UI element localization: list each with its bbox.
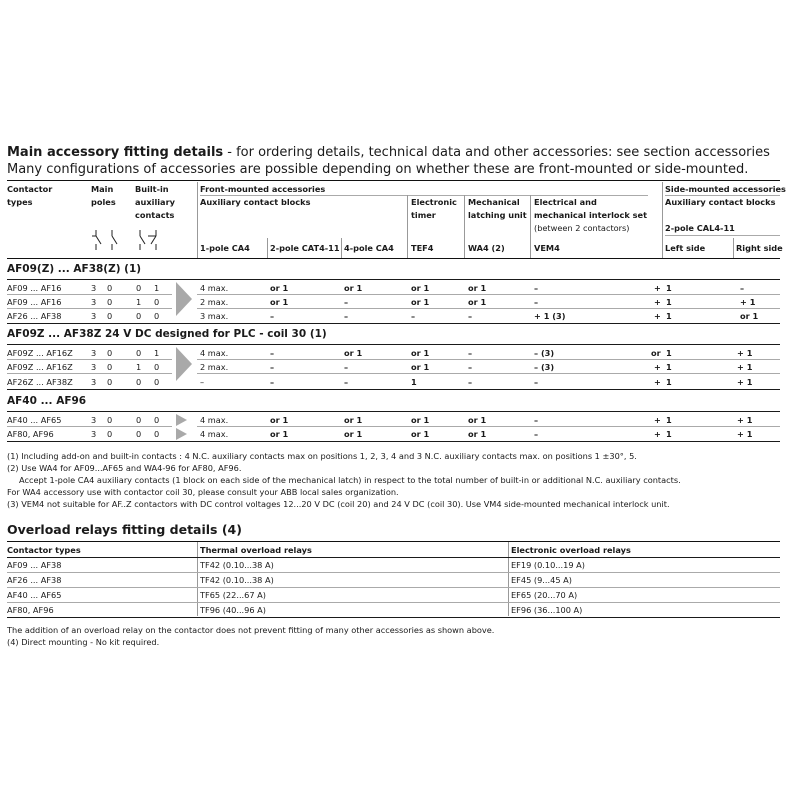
row-left-pre: + xyxy=(654,297,661,307)
row-4pole: – xyxy=(344,377,349,387)
row-right: or 1 xyxy=(740,311,759,321)
row-pole-b: 0 xyxy=(107,429,113,439)
row-aux-nc: 0 xyxy=(154,377,160,387)
col-tef: TEF4 xyxy=(411,243,434,253)
hdr-elec-and: Electrical and xyxy=(534,197,597,207)
row-type: AF09Z ... AF16Z xyxy=(7,348,73,358)
note: (3) VEM4 not suitable for AF..Z contactors with DC control voltages 12...20 V DC (coil 20) and 24 V DC (coil 30). Use VM4 side-mounted mechanical interlock unit. xyxy=(7,499,670,509)
row-pole-a: 3 xyxy=(91,362,97,372)
group-arrow-icon xyxy=(176,282,192,316)
hdr-side: Side-mounted accessories xyxy=(665,184,786,194)
hdr-aux-blocks: Auxiliary contact blocks xyxy=(200,197,311,207)
row-right: – xyxy=(740,283,745,293)
overload-hdr-rule xyxy=(7,557,780,558)
col-left: Left side xyxy=(665,243,706,253)
row-left-pre: or xyxy=(651,348,661,358)
row-aux-nc: 1 xyxy=(154,283,160,293)
overload-note: The addition of an overload relay on the contactor does not prevent fitting of many other accessories as shown above. xyxy=(7,625,495,635)
page-title xyxy=(7,145,770,160)
row-pole-b: 0 xyxy=(107,297,113,307)
row-aux-nc: 0 xyxy=(154,297,160,307)
row-aux-no: 1 xyxy=(136,297,142,307)
hdr-divider xyxy=(530,195,531,258)
row-rule xyxy=(7,587,780,588)
row-2pole: or 1 xyxy=(270,429,289,439)
group-end-rule xyxy=(7,323,780,324)
row-left-pre: + xyxy=(654,415,661,425)
row-aux-nc: 0 xyxy=(154,429,160,439)
hdr-divider xyxy=(464,195,465,258)
row-1pole: 4 max. xyxy=(200,429,229,439)
overload-electronic: EF65 (20...70 A) xyxy=(511,590,578,600)
hdr-side-aux: Auxiliary contact blocks xyxy=(665,197,776,207)
row-2pole: or 1 xyxy=(270,415,289,425)
col-4pole: 4-pole CA4 xyxy=(344,243,394,253)
row-left: 1 xyxy=(666,283,672,293)
row-type: AF26 ... AF38 xyxy=(7,311,62,321)
row-pole-a: 3 xyxy=(91,429,97,439)
row-pole-b: 0 xyxy=(107,283,113,293)
row-type: AF40 ... AF65 xyxy=(7,415,62,425)
row-rule xyxy=(7,426,172,427)
overload-thermal: TF42 (0.10...38 A) xyxy=(200,560,274,570)
row-4pole: or 1 xyxy=(344,429,363,439)
title-rest: - for ordering details, technical data and other accessories: see section accessories xyxy=(223,145,770,160)
row-tef: or 1 xyxy=(411,429,430,439)
row-4pole: – xyxy=(344,297,349,307)
group-title: AF40 ... AF96 xyxy=(7,395,87,407)
col-wa: WA4 (2) xyxy=(468,243,505,253)
hdr-cal-rule xyxy=(665,235,780,236)
row-left-pre: + xyxy=(654,377,661,387)
row-4pole: or 1 xyxy=(344,348,363,358)
row-pole-a: 3 xyxy=(91,348,97,358)
row-1pole: 3 max. xyxy=(200,311,229,321)
row-left: 1 xyxy=(666,297,672,307)
hdr-poles: poles xyxy=(91,197,116,207)
group-title: AF09(Z) ... AF38(Z) (1) xyxy=(7,263,142,275)
row-type: AF09 ... AF16 xyxy=(7,283,62,293)
row-aux-no: 0 xyxy=(136,377,142,387)
row-pole-b: 0 xyxy=(107,348,113,358)
row-pole-a: 3 xyxy=(91,377,97,387)
row-aux-no: 0 xyxy=(136,348,142,358)
group-rule xyxy=(7,411,780,412)
row-aux-nc: 0 xyxy=(154,311,160,321)
overload-hdr-thermal: Thermal overload relays xyxy=(200,545,312,555)
row-aux-nc: 1 xyxy=(154,348,160,358)
overload-contactor: AF40 ... AF65 xyxy=(7,590,62,600)
row-pole-b: 0 xyxy=(107,362,113,372)
hdr-divider xyxy=(197,182,198,258)
row-aux-nc: 0 xyxy=(154,415,160,425)
row-pole-a: 3 xyxy=(91,297,97,307)
hdr-divider xyxy=(662,182,663,258)
row-pole-b: 0 xyxy=(107,311,113,321)
row-vem: – xyxy=(534,429,539,439)
hdr-auxiliary: auxiliary xyxy=(135,197,175,207)
row-left-pre: + xyxy=(654,429,661,439)
row-2pole: or 1 xyxy=(270,297,289,307)
row-wa: – xyxy=(468,311,473,321)
row-1pole: 2 max. xyxy=(200,297,229,307)
row-vem: + 1 (3) xyxy=(534,311,566,321)
row-type: AF09Z ... AF16Z xyxy=(7,362,73,372)
row-left: 1 xyxy=(666,362,672,372)
row-left: 1 xyxy=(666,415,672,425)
row-pole-b: 0 xyxy=(107,377,113,387)
overload-thermal: TF42 (0.10...38 A) xyxy=(200,575,274,585)
group-end-rule xyxy=(7,389,780,390)
row-vem: – xyxy=(534,377,539,387)
contact-symbols-icon xyxy=(90,228,170,252)
hdr-divider xyxy=(341,238,342,258)
row-wa: – xyxy=(468,362,473,372)
row-1pole: – xyxy=(200,377,205,387)
row-wa: – xyxy=(468,348,473,358)
row-2pole: or 1 xyxy=(270,283,289,293)
overload-electronic: EF19 (0.10...19 A) xyxy=(511,560,585,570)
col-1pole: 1-pole CA4 xyxy=(200,243,250,253)
row-vem: – xyxy=(534,297,539,307)
row-vem: – xyxy=(534,415,539,425)
row-right: + 1 xyxy=(737,429,753,439)
row-1pole: 2 max. xyxy=(200,362,229,372)
row-aux-no: 0 xyxy=(136,415,142,425)
row-right: + 1 xyxy=(737,415,753,425)
overload-hdr-contactor: Contactor types xyxy=(7,545,81,555)
overload-thermal: TF96 (40...96 A) xyxy=(200,605,266,615)
table-end-rule xyxy=(7,441,780,442)
note: (2) Use WA4 for AF09...AF65 and WA4-96 for AF80, AF96. xyxy=(7,463,242,473)
row-left: 1 xyxy=(666,348,672,358)
row-aux-no: 0 xyxy=(136,283,142,293)
note: Accept 1-pole CA4 auxiliary contacts (1 block on each side of the mechanical latch) in respect to the total number of built-in or additional N.C. auxiliary contacts. xyxy=(19,475,681,485)
row-type: AF26Z ... AF38Z xyxy=(7,377,73,387)
hdr-mech-interlock: mechanical interlock set xyxy=(534,210,648,220)
row-1pole: 4 max. xyxy=(200,415,229,425)
hdr-front-rule xyxy=(200,195,648,196)
row-left-pre: + xyxy=(654,283,661,293)
overload-note: (4) Direct mounting - No kit required. xyxy=(7,637,160,647)
hdr-main: Main xyxy=(91,184,114,194)
row-left: 1 xyxy=(666,311,672,321)
hdr-divider xyxy=(267,238,268,258)
overload-hdr-electronic: Electronic overload relays xyxy=(511,545,631,555)
group-rule xyxy=(7,344,780,345)
row-rule xyxy=(7,308,172,309)
overload-electronic: EF45 (9...45 A) xyxy=(511,575,572,585)
row-type: AF80, AF96 xyxy=(7,429,54,439)
row-left: 1 xyxy=(666,429,672,439)
col-vem: VEM4 xyxy=(534,243,560,253)
page-subtitle: Many configurations of accessories are possible depending on whether these are front-mounted or side-mounted. xyxy=(7,162,749,177)
hdr-builtin: Built-in xyxy=(135,184,169,194)
row-wa: or 1 xyxy=(468,429,487,439)
row-rule xyxy=(7,602,780,603)
row-rule xyxy=(7,572,780,573)
row-tef: or 1 xyxy=(411,415,430,425)
overload-divider xyxy=(197,542,198,616)
row-tef: or 1 xyxy=(411,362,430,372)
row-rule xyxy=(197,359,780,360)
row-pole-a: 3 xyxy=(91,415,97,425)
row-aux-no: 1 xyxy=(136,362,142,372)
group-rule xyxy=(7,279,780,280)
overload-bottom-rule xyxy=(7,617,780,618)
row-wa: or 1 xyxy=(468,297,487,307)
row-pole-b: 0 xyxy=(107,415,113,425)
header-top-rule xyxy=(7,180,780,181)
row-rule xyxy=(7,373,172,374)
col-right: Right side xyxy=(736,243,783,253)
hdr-divider xyxy=(407,195,408,258)
row-aux-no: 0 xyxy=(136,311,142,321)
row-left: 1 xyxy=(666,377,672,387)
row-2pole: – xyxy=(270,377,275,387)
hdr-latching: latching unit xyxy=(468,210,527,220)
row-tef: 1 xyxy=(411,377,417,387)
row-pole-a: 3 xyxy=(91,311,97,321)
row-tef: – xyxy=(411,311,416,321)
row-rule xyxy=(7,359,172,360)
overload-contactor: AF09 ... AF38 xyxy=(7,560,62,570)
row-right: + 1 xyxy=(737,348,753,358)
overload-electronic: EF96 (36...100 A) xyxy=(511,605,583,615)
row-wa: or 1 xyxy=(468,283,487,293)
row-arrow-icon xyxy=(176,428,187,440)
row-right: + 1 xyxy=(737,377,753,387)
overload-top-rule xyxy=(7,541,780,542)
row-tef: or 1 xyxy=(411,283,430,293)
hdr-electronic: Electronic xyxy=(411,197,457,207)
overload-contactor: AF80, AF96 xyxy=(7,605,54,615)
overload-contactor: AF26 ... AF38 xyxy=(7,575,62,585)
row-type: AF09 ... AF16 xyxy=(7,297,62,307)
hdr-front: Front-mounted accessories xyxy=(200,184,326,194)
note: For WA4 accessory use with contactor coil 30, please consult your ABB local sales organization. xyxy=(7,487,399,497)
hdr-timer: timer xyxy=(411,210,436,220)
row-tef: or 1 xyxy=(411,348,430,358)
col-2pole: 2-pole CAT4-11 xyxy=(270,243,340,253)
row-left-pre: + xyxy=(654,311,661,321)
hdr-mechanical: Mechanical xyxy=(468,197,520,207)
row-2pole: – xyxy=(270,362,275,372)
row-rule xyxy=(7,294,172,295)
row-vem: – (3) xyxy=(534,348,555,358)
overload-thermal: TF65 (22...67 A) xyxy=(200,590,266,600)
row-aux-no: 0 xyxy=(136,429,142,439)
hdr-divider xyxy=(733,238,734,258)
hdr-side-rule xyxy=(665,195,780,196)
header-bottom-rule xyxy=(7,258,780,259)
row-rule xyxy=(197,426,780,427)
row-right: + 1 xyxy=(737,362,753,372)
row-1pole: 4 max. xyxy=(200,348,229,358)
row-aux-nc: 0 xyxy=(154,362,160,372)
group-title: AF09Z ... AF38Z 24 V DC designed for PLC - coil 30 (1) xyxy=(7,328,327,340)
note: (1) Including add-on and built-in contacts : 4 N.C. auxiliary contacts max on positions 1, 2, 3, 4 and 3 N.C. auxiliary contacts max. on positions 1 ±30°, 5. xyxy=(7,451,637,461)
row-4pole: – xyxy=(344,311,349,321)
row-rule xyxy=(197,373,780,374)
row-rule xyxy=(197,308,780,309)
row-4pole: or 1 xyxy=(344,415,363,425)
row-2pole: – xyxy=(270,311,275,321)
row-vem: – xyxy=(534,283,539,293)
hdr-between: (between 2 contactors) xyxy=(534,223,630,233)
row-1pole: 4 max. xyxy=(200,283,229,293)
row-right: + 1 xyxy=(740,297,756,307)
row-wa: – xyxy=(468,377,473,387)
hdr-contacts: contacts xyxy=(135,210,175,220)
row-4pole: – xyxy=(344,362,349,372)
row-vem: – (3) xyxy=(534,362,555,372)
row-arrow-icon xyxy=(176,414,187,426)
row-4pole: or 1 xyxy=(344,283,363,293)
title-bold: Main accessory fitting details xyxy=(7,145,224,160)
group-arrow-icon xyxy=(176,347,192,381)
overload-title: Overload relays fitting details (4) xyxy=(7,522,242,537)
row-pole-a: 3 xyxy=(91,283,97,293)
hdr-contactor: Contactor xyxy=(7,184,53,194)
row-wa: or 1 xyxy=(468,415,487,425)
overload-divider xyxy=(508,542,509,616)
row-rule xyxy=(197,294,780,295)
row-2pole: – xyxy=(270,348,275,358)
row-left-pre: + xyxy=(654,362,661,372)
hdr-types: types xyxy=(7,197,33,207)
hdr-cal: 2-pole CAL4-11 xyxy=(665,223,735,233)
row-tef: or 1 xyxy=(411,297,430,307)
